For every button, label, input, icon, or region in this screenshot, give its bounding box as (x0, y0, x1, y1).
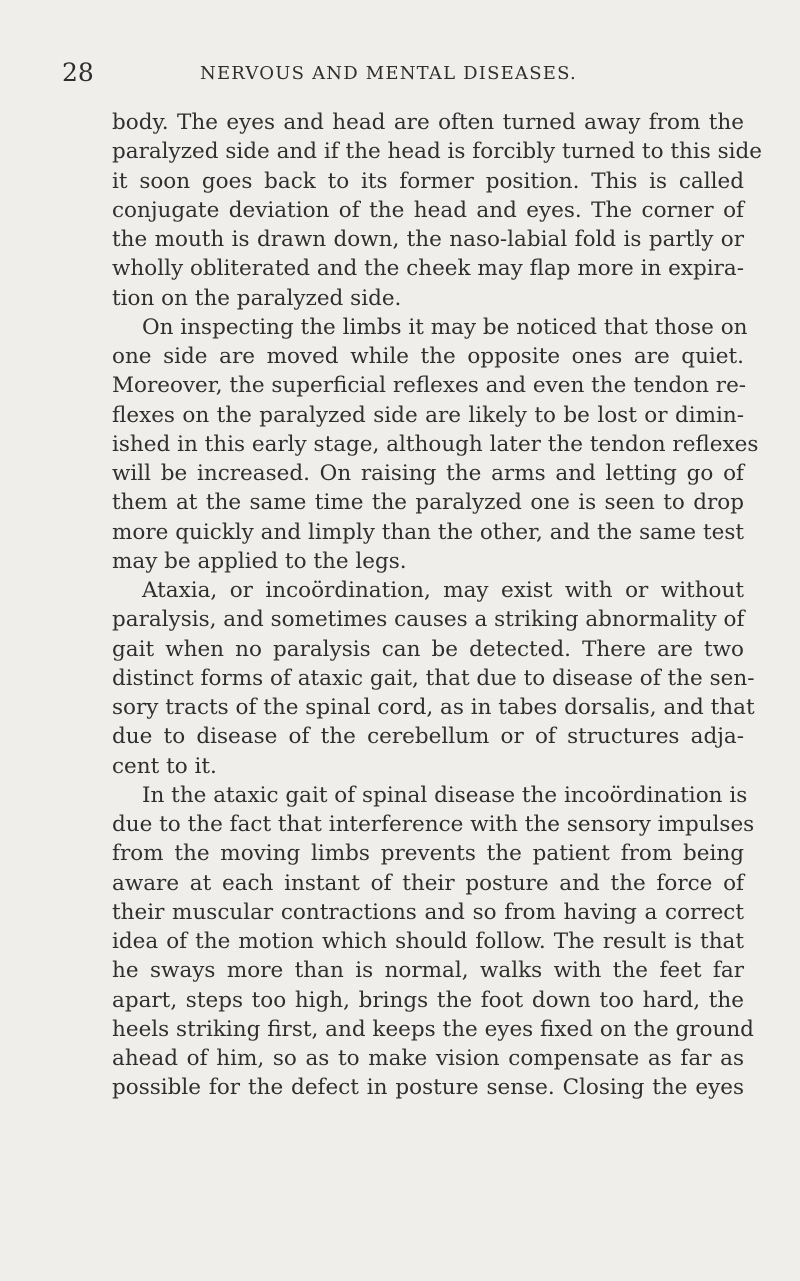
text-line: ished in this early stage, although later the tendon reflexes (112, 431, 759, 457)
text-line: paralyzed side and if the head is forcibly turned to this side (112, 139, 762, 165)
text-line: wholly obliterated and the cheek may flap more in expira- (112, 256, 744, 282)
paragraph (112, 781, 755, 1103)
text-line: from the moving limbs prevents the patient from being (112, 841, 744, 867)
text-line: idea of the motion which should follow. The result is that (112, 929, 744, 954)
text-line: more quickly and limply than the other, and the same test (112, 519, 744, 545)
text-line: he sways more than is normal, walks with the feet far (112, 958, 744, 984)
text-line: due to the fact that interference with the sensory impulses (112, 812, 755, 837)
text-line: the mouth is drawn down, the naso-labial fold is partly or (112, 227, 744, 252)
text-line: heels striking first, and keeps the eyes fixed on the ground (112, 1016, 754, 1042)
text-line: may be applied to the legs. (112, 548, 407, 574)
page-number: 28 (62, 58, 94, 87)
text-line: Ataxia, or incoördination, may exist with or without (142, 578, 744, 603)
text-line: body. The eyes and head are often turned away from the (112, 110, 744, 135)
paragraph (112, 313, 759, 576)
text-line: apart, steps too high, brings the foot down too hard, the (112, 987, 744, 1013)
text-line: ahead of him, so as to make vision compensate as far as (112, 1046, 744, 1071)
text-line: them at the same time the paralyzed one is seen to drop (112, 490, 744, 516)
text-line: due to disease of the cerebellum or of structures adja- (112, 724, 744, 750)
running-title: NERVOUS AND MENTAL DISEASES. (200, 63, 577, 84)
text-line: sory tracts of the spinal cord, as in tabes dorsalis, and that (112, 695, 755, 720)
text-line: it soon goes back to its former position. This is called (112, 168, 744, 194)
text-line: one side are moved while the opposite ones are quiet. (112, 344, 744, 369)
text-line: distinct forms of ataxic gait, that due to disease of the sen- (112, 665, 755, 691)
text-line: will be increased. On raising the arms and letting go of (112, 461, 744, 486)
running-head (62, 58, 742, 90)
text-line: aware at each instant of their posture and the force of (112, 870, 744, 896)
text-line: Moreover, the superficial reflexes and even the tendon re- (112, 373, 747, 399)
text-line: tion on the paralyzed side. (112, 285, 402, 311)
paragraph (112, 108, 762, 313)
text-line: On inspecting the limbs it may be noticed that those on (142, 314, 748, 340)
text-line: paralysis, and sometimes causes a striking abnormality of (112, 607, 745, 633)
text-line: gait when no paralysis can be detected. There are two (112, 636, 744, 662)
text-line: cent to it. (112, 753, 217, 779)
text-line: conjugate deviation of the head and eyes. The corner of (112, 197, 744, 223)
paragraph (112, 576, 755, 781)
text-line: In the ataxic gait of spinal disease the incoördination is (142, 782, 748, 808)
body-text (112, 108, 762, 1103)
text-line: flexes on the paralyzed side are likely to be lost or dimin- (112, 402, 744, 428)
text-line: possible for the defect in posture sense. Closing the eyes (112, 1075, 744, 1101)
text-line: their muscular contractions and so from having a correct (112, 899, 744, 925)
